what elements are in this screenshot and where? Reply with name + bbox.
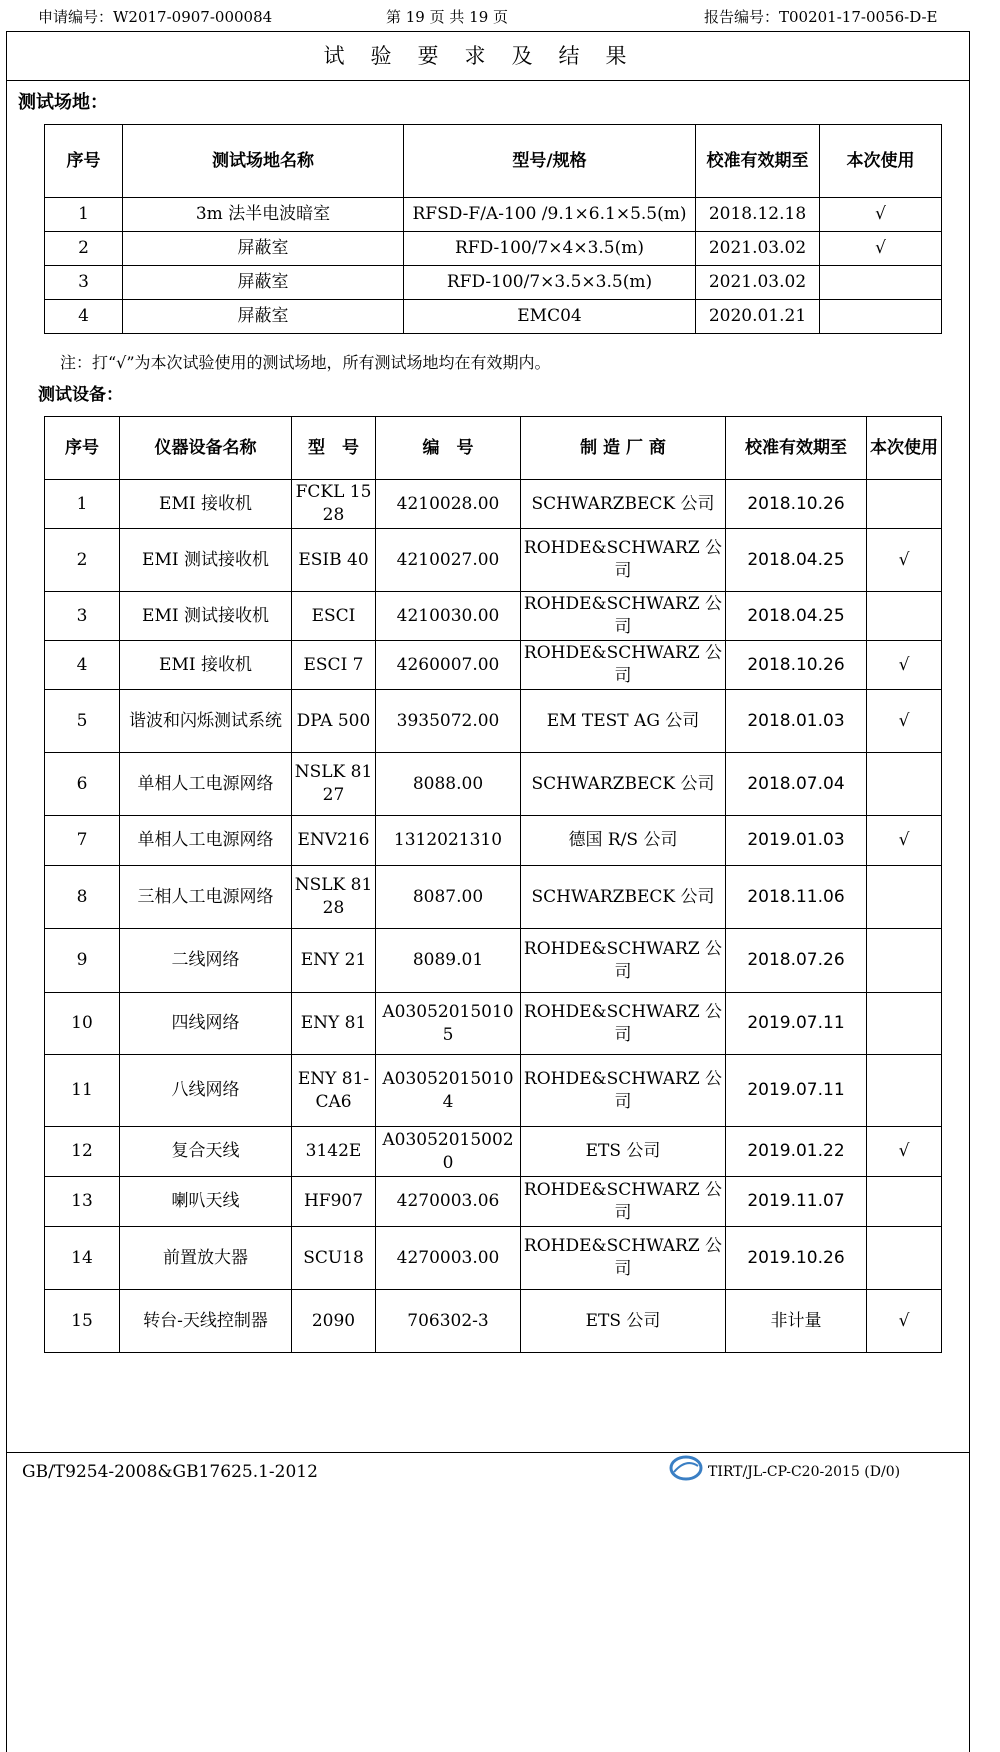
equip-cell bbox=[867, 1055, 942, 1127]
equip-cell: 4260007.00 bbox=[376, 641, 521, 690]
table-row bbox=[45, 753, 942, 816]
application-number: 申请编号：W2017-0907-000084 bbox=[38, 8, 273, 26]
equip-cell: SCHWARZBECK 公司 bbox=[521, 866, 726, 929]
table-row bbox=[45, 641, 942, 690]
site-cell: √ bbox=[820, 198, 942, 232]
equip-cell bbox=[867, 993, 942, 1055]
site-header-cell: 本次使用 bbox=[820, 125, 942, 198]
table-row bbox=[45, 993, 942, 1055]
equip-cell: 复合天线 bbox=[120, 1127, 292, 1177]
equip-cell: 7 bbox=[45, 816, 120, 866]
equip-cell: ENY 21 bbox=[292, 929, 376, 993]
equip-cell: 2018.10.26 bbox=[726, 480, 867, 529]
equip-cell: ETS 公司 bbox=[521, 1127, 726, 1177]
page-title: 试验要求及结果 bbox=[7, 32, 969, 81]
equip-cell: 2019.07.11 bbox=[726, 1055, 867, 1127]
footer-form-code: TIRT/JL-CP-C20-2015 (D/0) bbox=[708, 1464, 901, 1480]
site-cell: RFD-100/7×4×3.5(m) bbox=[404, 232, 696, 266]
equip-cell bbox=[867, 592, 942, 641]
site-cell bbox=[820, 266, 942, 300]
equip-cell: 2019.10.26 bbox=[726, 1227, 867, 1290]
equip-cell: ENY 81 bbox=[292, 993, 376, 1055]
equip-cell: SCHWARZBECK 公司 bbox=[521, 480, 726, 529]
equip-cell: 三相人工电源网络 bbox=[120, 866, 292, 929]
equip-cell: 9 bbox=[45, 929, 120, 993]
table-row bbox=[45, 866, 942, 929]
equip-cell: 2018.11.06 bbox=[726, 866, 867, 929]
equip-cell: DPA 500 bbox=[292, 690, 376, 753]
equip-cell: EMI 测试接收机 bbox=[120, 592, 292, 641]
equip-cell: 喇叭天线 bbox=[120, 1177, 292, 1227]
site-header-cell: 型号/规格 bbox=[404, 125, 696, 198]
equip-section-title: 测试设备： bbox=[38, 385, 123, 405]
equip-cell: 2018.07.04 bbox=[726, 753, 867, 816]
site-cell: 2021.03.02 bbox=[696, 266, 820, 300]
equipment-table bbox=[44, 416, 942, 1353]
table-row bbox=[45, 929, 942, 993]
table-row bbox=[45, 300, 942, 334]
equip-cell: ROHDE&SCHWARZ 公司 bbox=[521, 592, 726, 641]
equip-cell: ROHDE&SCHWARZ 公司 bbox=[521, 529, 726, 592]
equip-cell: √ bbox=[867, 690, 942, 753]
equip-cell: ROHDE&SCHWARZ 公司 bbox=[521, 641, 726, 690]
equip-cell: 谐波和闪烁测试系统 bbox=[120, 690, 292, 753]
site-note: 注：打“√”为本次试验使用的测试场地，所有测试场地均在有效期内。 bbox=[60, 353, 551, 372]
equip-cell: ROHDE&SCHWARZ 公司 bbox=[521, 1227, 726, 1290]
equip-cell: NSLK 8128 bbox=[292, 866, 376, 929]
equip-cell: 二线网络 bbox=[120, 929, 292, 993]
equip-cell: ROHDE&SCHWARZ 公司 bbox=[521, 1055, 726, 1127]
equip-header-cell: 仪器设备名称 bbox=[120, 417, 292, 480]
equip-cell: 706302-3 bbox=[376, 1290, 521, 1353]
site-cell: √ bbox=[820, 232, 942, 266]
equip-cell: ENV216 bbox=[292, 816, 376, 866]
equip-cell: 2019.01.03 bbox=[726, 816, 867, 866]
footer-rule bbox=[6, 1452, 969, 1453]
site-table bbox=[44, 124, 942, 334]
equip-cell: EMI 测试接收机 bbox=[120, 529, 292, 592]
site-cell: 2021.03.02 bbox=[696, 232, 820, 266]
equip-cell: √ bbox=[867, 1290, 942, 1353]
equip-cell: √ bbox=[867, 529, 942, 592]
table-header-row bbox=[45, 417, 942, 480]
footer-standard: GB/T9254-2008&GB17625.1-2012 bbox=[22, 1462, 318, 1482]
equip-cell: √ bbox=[867, 641, 942, 690]
equip-cell: 8 bbox=[45, 866, 120, 929]
equip-cell: 14 bbox=[45, 1227, 120, 1290]
table-row bbox=[45, 690, 942, 753]
equip-cell: 八线网络 bbox=[120, 1055, 292, 1127]
equip-header-cell: 型 号 bbox=[292, 417, 376, 480]
equip-cell: 12 bbox=[45, 1127, 120, 1177]
equip-cell bbox=[867, 480, 942, 529]
equip-cell: 3142E bbox=[292, 1127, 376, 1177]
equip-cell: 6 bbox=[45, 753, 120, 816]
table-row bbox=[45, 1127, 942, 1177]
equip-cell bbox=[867, 1227, 942, 1290]
table-row bbox=[45, 592, 942, 641]
equip-cell: 4270003.00 bbox=[376, 1227, 521, 1290]
table-row bbox=[45, 1177, 942, 1227]
equip-cell: EMI 接收机 bbox=[120, 480, 292, 529]
site-section-title: 测试场地： bbox=[18, 92, 108, 113]
equip-cell: ESCI 7 bbox=[292, 641, 376, 690]
equip-cell: 15 bbox=[45, 1290, 120, 1353]
equip-cell: SCHWARZBECK 公司 bbox=[521, 753, 726, 816]
equip-cell: EMI 接收机 bbox=[120, 641, 292, 690]
equip-cell: 非计量 bbox=[726, 1290, 867, 1353]
equip-cell: ROHDE&SCHWARZ 公司 bbox=[521, 993, 726, 1055]
equip-cell bbox=[867, 753, 942, 816]
equip-cell: 2 bbox=[45, 529, 120, 592]
equip-cell: 4210030.00 bbox=[376, 592, 521, 641]
equip-cell: 10 bbox=[45, 993, 120, 1055]
equip-cell: ENY 81-CA6 bbox=[292, 1055, 376, 1127]
equip-cell: A030520150105 bbox=[376, 993, 521, 1055]
equip-cell: 8089.01 bbox=[376, 929, 521, 993]
site-cell: RFD-100/7×3.5×3.5(m) bbox=[404, 266, 696, 300]
table-row bbox=[45, 198, 942, 232]
site-cell: EMC04 bbox=[404, 300, 696, 334]
report-number: 报告编号：T00201-17-0056-D-E bbox=[704, 8, 938, 26]
table-row bbox=[45, 1055, 942, 1127]
equip-cell: 四线网络 bbox=[120, 993, 292, 1055]
equip-cell: 德国 R/S 公司 bbox=[521, 816, 726, 866]
site-header-cell: 校准有效期至 bbox=[696, 125, 820, 198]
equip-cell: 5 bbox=[45, 690, 120, 753]
equip-cell: 8087.00 bbox=[376, 866, 521, 929]
table-row bbox=[45, 1290, 942, 1353]
equip-cell: SCU18 bbox=[292, 1227, 376, 1290]
equip-cell: 13 bbox=[45, 1177, 120, 1227]
equip-header-cell: 序号 bbox=[45, 417, 120, 480]
table-row bbox=[45, 232, 942, 266]
equip-cell: 3935072.00 bbox=[376, 690, 521, 753]
site-cell: 3 bbox=[45, 266, 123, 300]
equip-cell bbox=[867, 1177, 942, 1227]
equip-cell: 转台-天线控制器 bbox=[120, 1290, 292, 1353]
equip-header-cell: 校准有效期至 bbox=[726, 417, 867, 480]
equip-cell: FCKL 1528 bbox=[292, 480, 376, 529]
equip-cell: 2018.10.26 bbox=[726, 641, 867, 690]
page-header bbox=[0, 0, 1000, 30]
equip-cell: 单相人工电源网络 bbox=[120, 816, 292, 866]
equip-cell: 4270003.06 bbox=[376, 1177, 521, 1227]
equip-cell: 1 bbox=[45, 480, 120, 529]
site-cell: 2020.01.21 bbox=[696, 300, 820, 334]
page-info: 第 19 页 共 19 页 bbox=[386, 8, 509, 26]
equip-cell: 3 bbox=[45, 592, 120, 641]
site-cell: 3m 法半电波暗室 bbox=[123, 198, 404, 232]
equip-cell: 11 bbox=[45, 1055, 120, 1127]
table-row bbox=[45, 266, 942, 300]
equip-cell bbox=[867, 929, 942, 993]
site-header-cell: 测试场地名称 bbox=[123, 125, 404, 198]
site-cell: 屏蔽室 bbox=[123, 266, 404, 300]
equip-cell: 2090 bbox=[292, 1290, 376, 1353]
equip-cell: 1312021310 bbox=[376, 816, 521, 866]
equip-cell: 8088.00 bbox=[376, 753, 521, 816]
equip-cell: 2018.04.25 bbox=[726, 529, 867, 592]
equip-cell: 单相人工电源网络 bbox=[120, 753, 292, 816]
site-cell: 屏蔽室 bbox=[123, 300, 404, 334]
equip-cell: NSLK 8127 bbox=[292, 753, 376, 816]
equip-cell: ESCI bbox=[292, 592, 376, 641]
equip-cell: HF907 bbox=[292, 1177, 376, 1227]
equip-cell: 2018.04.25 bbox=[726, 592, 867, 641]
equip-cell: 2019.11.07 bbox=[726, 1177, 867, 1227]
table-row bbox=[45, 529, 942, 592]
equip-header-cell: 制 造 厂 商 bbox=[521, 417, 726, 480]
equip-cell: 4 bbox=[45, 641, 120, 690]
equip-cell: √ bbox=[867, 1127, 942, 1177]
equip-cell: A030520150104 bbox=[376, 1055, 521, 1127]
table-row bbox=[45, 480, 942, 529]
equip-cell: 2018.01.03 bbox=[726, 690, 867, 753]
equip-cell: 4210027.00 bbox=[376, 529, 521, 592]
equip-cell: A030520150020 bbox=[376, 1127, 521, 1177]
equip-cell: ROHDE&SCHWARZ 公司 bbox=[521, 929, 726, 993]
table-header-row bbox=[45, 125, 942, 198]
equip-cell: 4210028.00 bbox=[376, 480, 521, 529]
equip-cell: EM TEST AG 公司 bbox=[521, 690, 726, 753]
equip-cell: 2018.07.26 bbox=[726, 929, 867, 993]
site-cell: 屏蔽室 bbox=[123, 232, 404, 266]
equip-header-cell: 本次使用 bbox=[867, 417, 942, 480]
site-cell bbox=[820, 300, 942, 334]
site-cell: 4 bbox=[45, 300, 123, 334]
equip-header-cell: 编 号 bbox=[376, 417, 521, 480]
equip-cell: √ bbox=[867, 816, 942, 866]
site-cell: RFSD-F/A-100 /9.1×6.1×5.5(m) bbox=[404, 198, 696, 232]
site-header-cell: 序号 bbox=[45, 125, 123, 198]
equip-cell: 2019.01.22 bbox=[726, 1127, 867, 1177]
equip-cell: 2019.07.11 bbox=[726, 993, 867, 1055]
table-row bbox=[45, 1227, 942, 1290]
equip-cell: 前置放大器 bbox=[120, 1227, 292, 1290]
site-cell: 2 bbox=[45, 232, 123, 266]
company-logo-icon bbox=[668, 1454, 704, 1482]
equip-cell: ROHDE&SCHWARZ 公司 bbox=[521, 1177, 726, 1227]
site-cell: 2018.12.18 bbox=[696, 198, 820, 232]
equip-cell bbox=[867, 866, 942, 929]
equip-cell: ESIB 40 bbox=[292, 529, 376, 592]
equip-cell: ETS 公司 bbox=[521, 1290, 726, 1353]
site-cell: 1 bbox=[45, 198, 123, 232]
table-row bbox=[45, 816, 942, 866]
